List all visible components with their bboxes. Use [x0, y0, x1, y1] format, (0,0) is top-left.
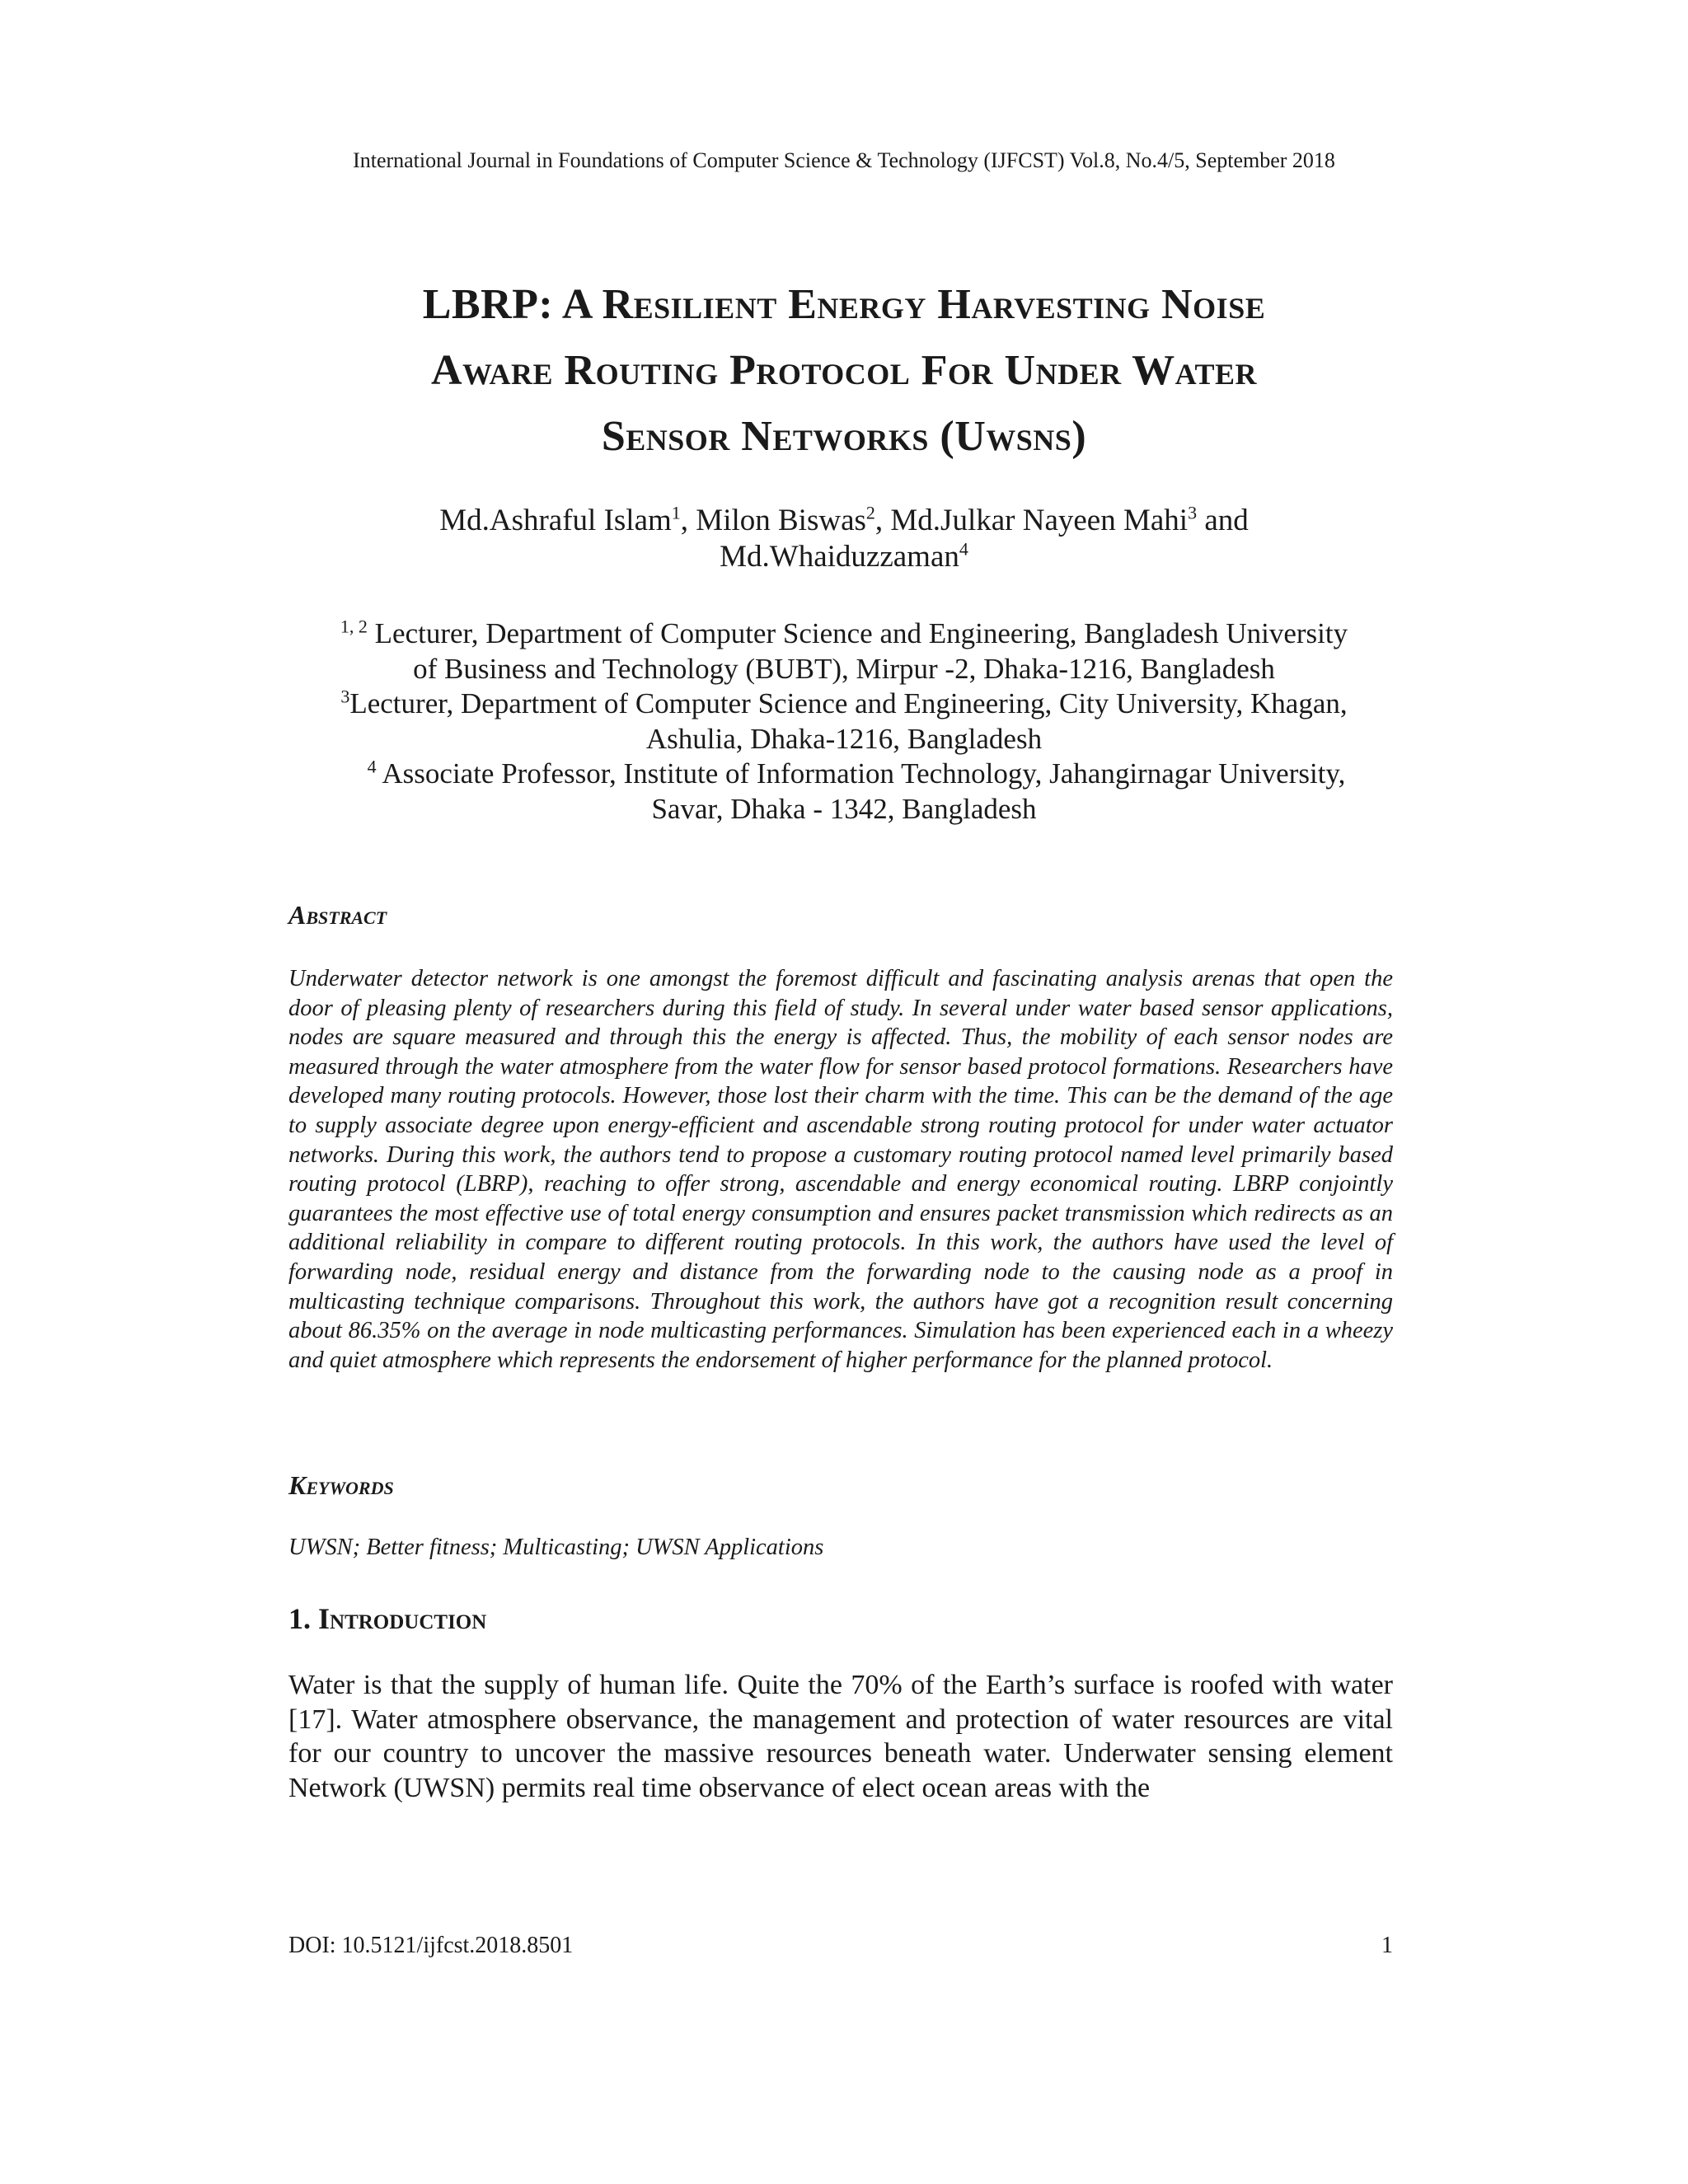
footer-doi: DOI: 10.5121/ijfcst.2018.8501	[288, 1933, 574, 1958]
author-name: Md.Whaiduzzaman	[720, 540, 959, 574]
page-number: 1	[1381, 1933, 1393, 1958]
author-list	[247, 503, 1441, 575]
author-line	[247, 539, 1441, 575]
affiliation-mark: 1, 2	[340, 616, 368, 637]
affiliation-line: $^4$ Associate Professor, Institute of Information Technology, Jahangirnagar University,	[367, 756, 1346, 790]
author-name: Md.Julkar Nayeen Mahi	[890, 504, 1189, 537]
title-line: Aware Routing Protocol For Under Water	[430, 347, 1257, 394]
abstract-body: Underwater detector network is one amongst the foremost difficult and fascinating analysis arenas that open the door of pleasing plenty of researchers during this field of study. In several under water based sensor applications, nodes are square measured and through this the energy is affected. Thus, the mobility of each sensor nodes are measured through the water atmosphere from the water flow for sensor based protocol formations. Researchers have developed many routing protocols. However, those lost their charm with the time. This can be the demand of the age to supply associate degree upon energy-efficient and ascendable strong routing protocol for under water actuator networks. During this work, the authors tend to propose a customary routing protocol named level primarily based routing protocol (LBRP), reaching to offer strong, ascendable and energy economical routing. LBRP conjointly guarantees the most effective use of total energy consumption and ensures packet transmission which redirects as an additional reliability in compare to different routing protocols. In this work, the authors have used the level of forwarding node, residual energy and distance from the forwarding node to the causing node as a proof in multicasting technique comparisons. Throughout this work, the authors have got a recognition result concerning about 86.35% on the average in node multicasting performances. Simulation has been experienced each in a wheezy and quiet atmosphere which represents the endorsement of higher performance for the planned protocol.	[288, 966, 1393, 1373]
title-line: Sensor Networks (Uwsns)	[601, 413, 1087, 460]
author-separator: ,	[874, 504, 891, 537]
author-affiliation-mark: 3	[1188, 502, 1198, 523]
affiliation-line: of Business and Technology (BUBT), Mirpur -2, Dhaka-1216, Bangladesh	[413, 652, 1275, 685]
affiliation-mark: 3	[340, 686, 350, 707]
introduction-body: Water is that the supply of human life. Quite the 70% of the Earth’s surface is roofed with water [17]. Water atmosphere observance, the management and protection of water resources are vital for our country to uncover the massive resources beneath water. Underwater sensing element Network (UWSN) permits real time observance of elect ocean areas with the	[288, 1670, 1393, 1803]
author-affiliation-mark: 2	[865, 502, 875, 523]
affiliation-line: Savar, Dhaka - 1342, Bangladesh	[651, 792, 1037, 825]
author-separator: ,	[680, 504, 696, 537]
keywords-body: UWSN; Better fitness; Multicasting; UWSN Applications	[288, 1535, 824, 1560]
paper-title	[247, 272, 1441, 470]
introduction-heading: 1. Introduction	[288, 1602, 487, 1635]
author-affiliation-mark: 4	[959, 538, 968, 560]
abstract-heading: Abstract	[288, 900, 387, 930]
affiliation-line: $^3$Lecturer, Department of Computer Science and Engineering, City University, Khagan,	[340, 686, 1348, 719]
running-header: International Journal in Foundations of Computer Science & Technology (IJFCST) Vol.8, No.4/5, September 2018	[353, 148, 1335, 172]
affiliations	[247, 616, 1441, 827]
author-conjunction: and	[1197, 504, 1249, 537]
title-line: LBRP: A Resilient Energy Harvesting Noise	[422, 281, 1266, 328]
affiliation-line: $^{1, 2}$ Lecturer, Department of Computer Science and Engineering, Bangladesh University	[340, 616, 1348, 649]
author-line	[247, 503, 1441, 539]
keywords-heading: Keywords	[288, 1470, 394, 1500]
author-name: Md.Ashraful Islam	[439, 504, 672, 537]
affiliation-line: Ashulia, Dhaka-1216, Bangladesh	[645, 722, 1043, 755]
author-name: Milon Biswas	[696, 504, 866, 537]
author-affiliation-mark: 1	[671, 502, 681, 523]
affiliation-mark: 4	[367, 756, 377, 777]
